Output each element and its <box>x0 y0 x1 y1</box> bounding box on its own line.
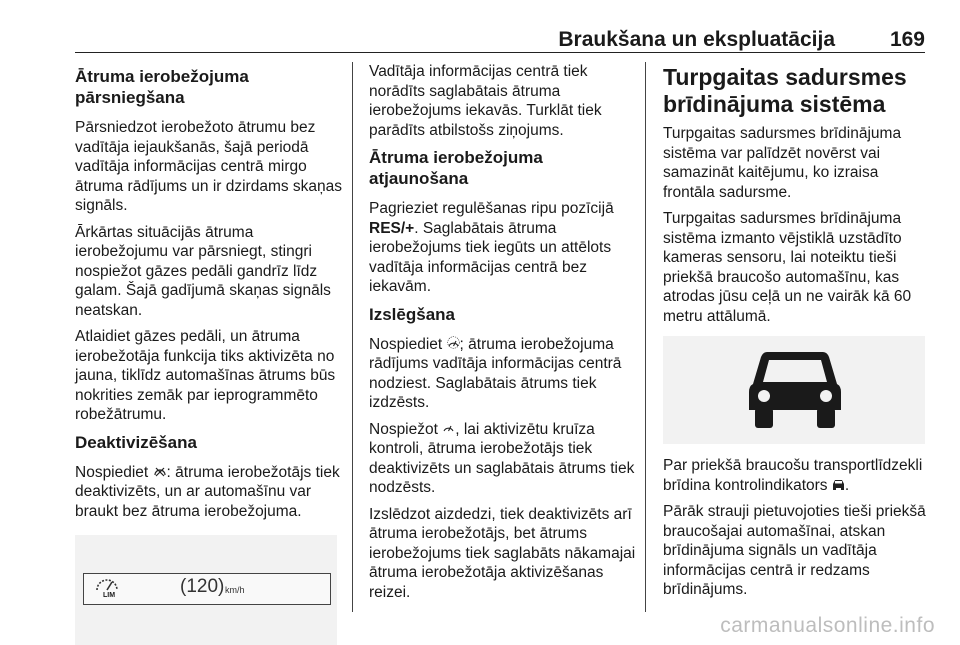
heading-switch-off: Izslēgšana <box>369 304 455 324</box>
heading-resume: Ātruma ierobežojuma atjaunošana <box>369 148 543 188</box>
column-2 <box>369 62 637 609</box>
paragraph: Vadītāja informācijas centrā tiek norādīts saglabātais ātruma ierobežojums iekavās. Turklāt tiek parādīts atbilstošs ziņojums. <box>369 63 602 139</box>
driver-info-display <box>83 573 331 605</box>
column-1 <box>75 62 343 645</box>
watermark: carmanualsonline.info <box>720 614 935 637</box>
paragraph: Turpgaitas sadursmes brīdinājuma sistēma var palīdzēt novērst vai samazināt kaitējumu, ko izraisa frontāla sadursme. <box>663 125 902 201</box>
speed-limiter-button-icon <box>447 335 460 355</box>
speed-unit: km/h <box>225 585 245 595</box>
speed-limiter-cancel-icon <box>153 463 167 483</box>
car-front-icon <box>749 346 841 432</box>
paragraph: Atlaidiet gāzes pedāli, un ātruma ierobežotāja funkcija tiks aktivizēta no jauna, tiklīdz automašīnas ātrums būs nokrities zemāk par ieprogrammēto robežātrumu. <box>75 328 336 423</box>
lim-label: LIM <box>103 592 116 599</box>
stored-speed-value: (120) <box>180 576 225 597</box>
res-plus-label: RES/+ <box>369 219 415 237</box>
paragraph: Par priekšā braucošu transportlīdzekli brīdina kontrolindikators . <box>663 457 923 494</box>
cruise-control-button-icon <box>442 420 455 440</box>
page-header <box>0 0 960 52</box>
car-indicator-illustration <box>663 336 925 444</box>
paragraph: Pagrieziet regulēšanas ripu pozīcijā RES/+. Saglabātais ātruma ierobežojums tiek iegūts un attēlots vadītāja informācijas centrā bez iekavām. <box>369 200 614 295</box>
heading-forward-collision-alert: Turpgaitas sadursmes brīdinājuma sistēma <box>663 64 907 117</box>
column-divider-2 <box>645 62 646 612</box>
paragraph: Nospiežot , lai aktivizētu kruīza kontroli, ātruma ierobežotājs tiek deaktivizēts un saglabātais ātrums tiek nodzēsts. <box>369 420 635 496</box>
paragraph: Ārkārtas situācijās ātruma ierobežojumu var pārsniegt, stingri nospiežot gāzes pedāli gandrīz līdz galam. Šajā gadījumā skaņas signāls neatskan. <box>75 223 331 319</box>
paragraph: Pārāk strauji pietuvojoties tieši priekšā braucošajai automašīnai, atskan brīdinājuma signāls un vadītāja informācijas centrā ir redzams brīdinājums. <box>663 503 926 598</box>
car-indicator-icon <box>832 476 845 496</box>
paragraph: Izslēdzot aizdedzi, tiek deaktivizēts arī ātruma ierobežotājs, bet ātrums ierobežojums tiek saglabāts nākamajai ātruma ierobežotāja aktivizēšanas reizei. <box>369 505 636 601</box>
header-rule <box>75 52 925 53</box>
column-divider-1 <box>352 62 353 612</box>
paragraph: Turpgaitas sadursmes brīdinājuma sistēma izmanto vējstiklā uzstādīto kameras sensoru, lai noteiktu tieši priekšā braucošo automašīnu, kas atrodas jūsu ceļā un ne vairāk kā 60 metru attālumā. <box>663 210 912 325</box>
heading-speed-overrun: Ātruma ierobežojuma pārsniegšana <box>75 67 249 107</box>
paragraph: Nospiediet : ātruma ierobežotājs tiek deaktivizēts, un ar automašīnu var braukt bez ātruma ierobežojuma. <box>75 463 340 520</box>
paragraph: Pārsniedzot ierobežoto ātrumu bez vadītāja iejaukšanās, šajā periodā vadītāja informācijas centrā mirgo ātruma rādījums un ir dzirdams skaņas signāls. <box>75 119 343 214</box>
header-title: Braukšana un ekspluatācija <box>558 28 835 51</box>
page-number: 169 <box>889 28 925 51</box>
limiter-display-illustration <box>75 535 337 645</box>
paragraph: Nospiediet ; ātruma ierobežojuma rādījums vadītāja informācijas centrā nodziest. Saglabātais ātrums tiek izdzēsts. <box>369 335 622 411</box>
heading-deactivation: Deaktivizēšana <box>75 432 197 452</box>
column-3 <box>663 62 931 607</box>
